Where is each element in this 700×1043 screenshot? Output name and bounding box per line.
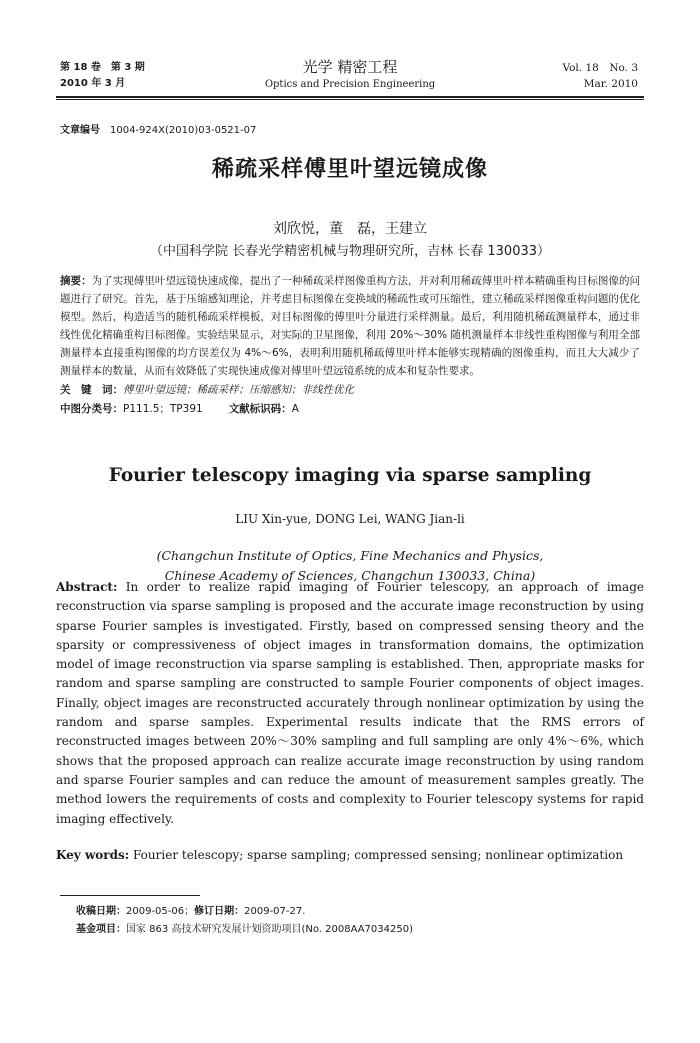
volume-issue-cn: 第 18 卷 第 3 期 (60, 62, 145, 73)
journal-name-cn: 光学 精密工程 (302, 58, 398, 76)
doc-code-value: A (291, 403, 299, 415)
keywords-cn-label: 关 键 词： (60, 384, 123, 396)
abstract-en-label: Abstract: (56, 580, 118, 594)
volume-issue-en: Vol. 18 No. 3 (562, 62, 638, 74)
date-en: Mar. 2010 (583, 78, 638, 90)
abstract-en (56, 578, 644, 829)
header-right (562, 60, 638, 92)
affiliation-en-line2: Chinese Academy of Sciences, Changchun 130033, China) (164, 568, 536, 583)
article-number-label: 文章编号 (60, 125, 100, 136)
title-cn: 稀疏采样傅里叶望远镜成像 (211, 157, 488, 182)
article-number-value: 1004-924X(2010)03-0521-07 (110, 125, 257, 136)
footnote-fund (76, 921, 413, 939)
fund-value: 国家 863 高技术研究发展计划资助项目(No. 2008AA7034250) (126, 924, 413, 935)
received-label: 收稿日期： (76, 906, 126, 917)
revised-label: 修订日期： (194, 906, 245, 917)
keywords-en-label: Key words: (56, 848, 130, 862)
abstract-cn-text: 为了实现傅里叶望远镜快速成像，提出了一种稀疏采样图像重构方法，并对利用稀疏傅里叶样本精确重构目标图像的问题进行了研究。首先，基于压缩感知理论，并考虑目标图像在变换域的稀疏性或可压缩性，建立稀疏采样图像重构问题的优化模型。然后，构造适当的随机稀疏采样模板，对目标图像的傅里叶分量进行采样测量。最后，利用随机稀疏测量样本，通过非线性优化精确重构目标图像。实验结果显示，对实际的卫星图像，利用 20%～30% 随机测量样本非线性重构图像与利用全部测量样本直接重构图像的均方误差仅为 4%～6%，表明利用随机稀疏傅里叶样本能够实现精确的图像重构，而且大大减少了测量样本的数量，从而有效降低了实现快速成像对傅里叶望远镜系统的成本和复杂性要求。 (60, 275, 640, 377)
date-cn: 2010 年 3 月 (60, 78, 126, 89)
header-rule (56, 96, 644, 98)
title-en: Fourier telescopy imaging via sparse sampling (108, 465, 592, 486)
header-rule-thin (56, 99, 644, 100)
abstract-cn-label: 摘要： (60, 275, 92, 287)
authors-cn: 刘欣悦，董 磊，王建立 (273, 221, 427, 237)
article-number (60, 121, 256, 136)
footnote-dates (76, 903, 305, 921)
received-value: 2009-05-06； (126, 906, 195, 917)
authors-en: LIU Xin-yue, DONG Lei, WANG Jian-li (235, 512, 465, 526)
affiliation-en-line1: (Changchun Institute of Optics, Fine Mechanics and Physics, (156, 548, 544, 563)
keywords-cn (60, 381, 640, 399)
doc-code-label: 文献标识码： (228, 403, 292, 415)
keywords-en-text: Fourier telescopy; sparse sampling; compressed sensing; nonlinear optimization (133, 848, 624, 862)
classification-cn (60, 400, 640, 418)
footnote-rule (60, 895, 200, 896)
keywords-cn-text: 傅里叶望远镜；稀疏采样；压缩感知；非线性优化 (123, 384, 354, 396)
classification-label: 中图分类号： (60, 403, 123, 415)
journal-name-en: Optics and Precision Engineering (264, 79, 436, 90)
revised-value: 2009-07-27. (244, 906, 306, 917)
abstract-cn (60, 272, 640, 380)
fund-label: 基金项目： (76, 924, 126, 935)
keywords-en (56, 848, 644, 862)
abstract-en-text: In order to realize rapid imaging of Fourier telescopy, an approach of image reconstruction via sparse sampling is proposed and the accurate image reconstruction by using sparse Fourier samples is investigated. Firstly, based on compressed sensing theory and the sparsity or compressiveness of object images in transformation domains, the optimization model of image reconstruction via sparse sampling is established. Then, appropriate masks for random and sparse sampling are constructed to sample Fourier components of object images. Finally, object images are reconstructed accurately through nonlinear optimization by using the random and sparse samples. Experimental results indicate that the RMS errors of reconstructed images between 20%～30% sampling and full sampling are only 4%～6%, which shows that the proposed approach can realize accurate image reconstruction by using random and sparse Fourier samples and can reduce the amount of measurement samples greatly. The method lowers the requirements of costs and complexity to Fourier telescopy systems for rapid imaging effectively. (56, 580, 644, 826)
classification-value: P111.5；TP391 (123, 403, 203, 415)
affiliation-cn: （中国科学院 长春光学精密机械与物理研究所，吉林 长春 130033） (149, 244, 551, 259)
